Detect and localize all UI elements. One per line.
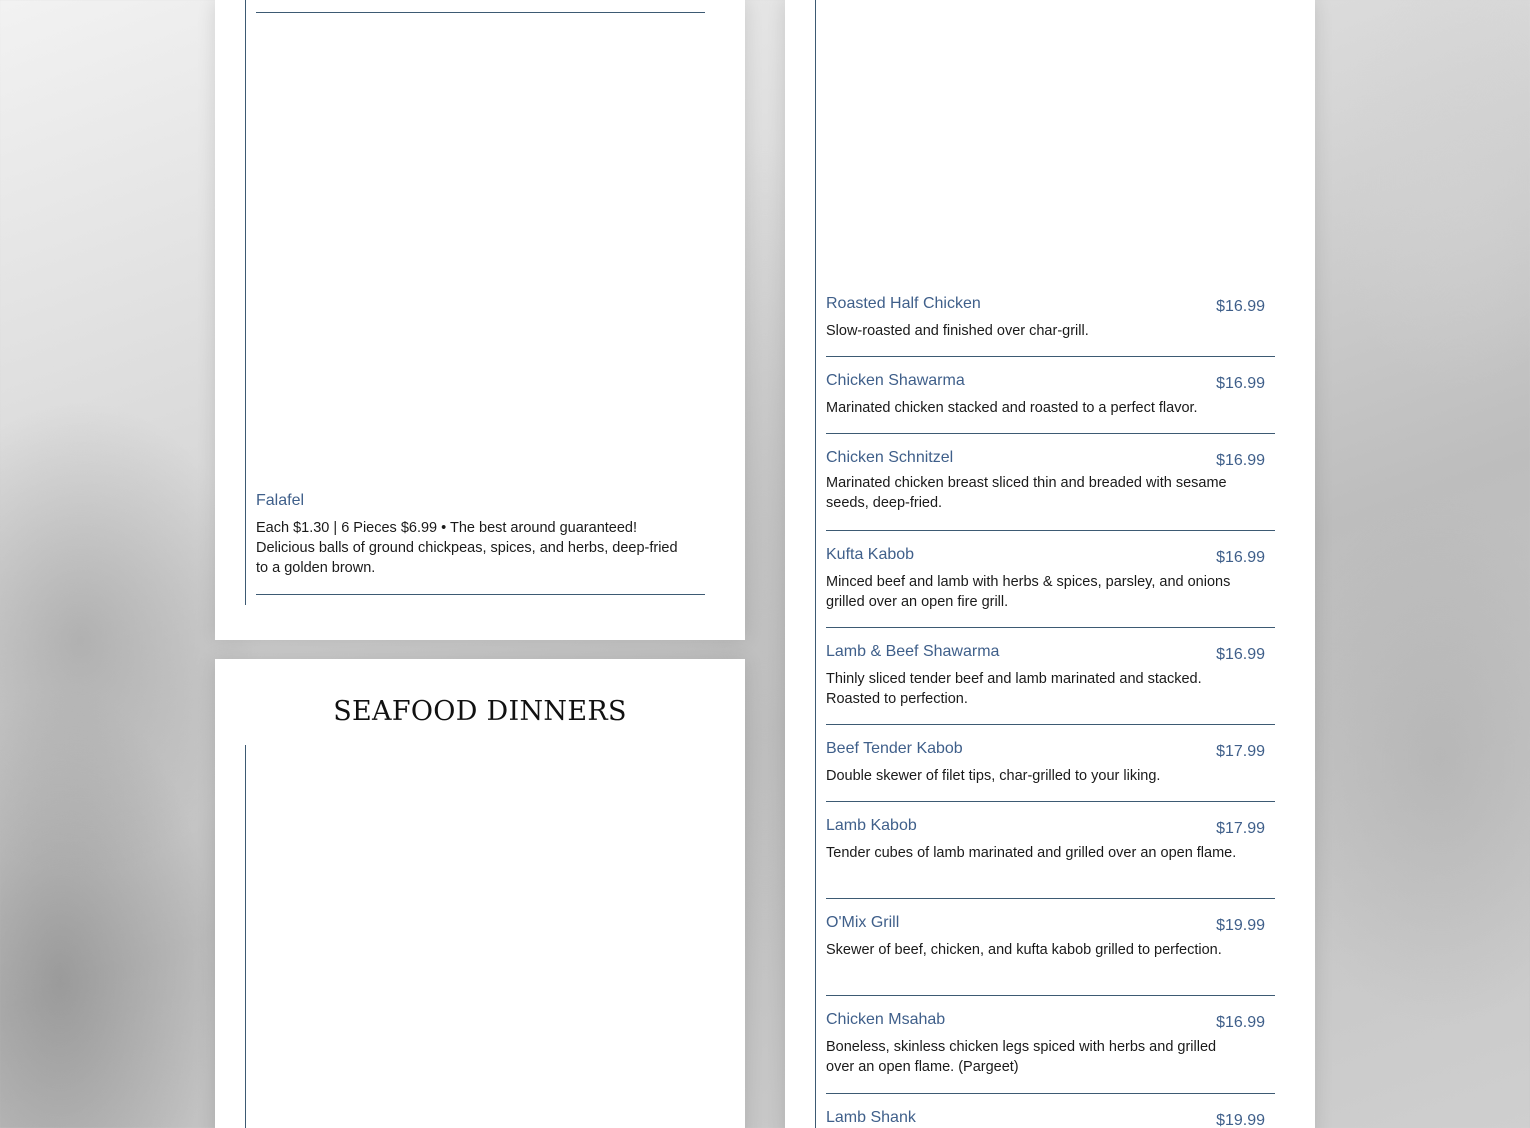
menu-item-lamb-shank[interactable] <box>826 1109 1275 1128</box>
menu-item-price: $16.99 <box>1216 298 1265 315</box>
menu-item-price: $19.99 <box>1216 1112 1265 1128</box>
menu-item-name: Lamb & Beef Shawarma <box>826 643 1000 660</box>
item-divider <box>826 433 1275 434</box>
menu-card-appetizers <box>215 0 745 640</box>
item-divider <box>826 356 1275 357</box>
menu-item-name: O'Mix Grill <box>826 914 900 931</box>
menu-item-chicken-schnitzel[interactable] <box>826 449 1275 531</box>
menu-item-name: Roasted Half Chicken <box>826 295 981 312</box>
menu-item-name: Falafel <box>256 492 305 509</box>
menu-item-description: Skewer of beef, chicken, and kufta kabob grilled to perfection. <box>826 942 1222 958</box>
menu-item-description: Each $1.30 | 6 Pieces $6.99 • The best around guaranteed! Delicious balls of ground chickpeas, spices, and herbs, deep-fried to a golden brown. <box>256 520 678 576</box>
menu-item-chicken-shawarma[interactable] <box>826 372 1275 434</box>
menu-item-name: Lamb Kabob <box>826 817 917 834</box>
menu-item-price: $17.99 <box>1216 743 1265 760</box>
item-divider <box>826 995 1275 996</box>
menu-item-name: Beef Tender Kabob <box>826 740 963 757</box>
section-title: SEAFOOD DINNERS <box>333 696 627 727</box>
menu-item-description: Marinated chicken breast sliced thin and breaded with sesame seeds, deep-fried. <box>826 475 1227 511</box>
menu-item-price: $16.99 <box>1216 549 1265 566</box>
menu-item-name: Chicken Schnitzel <box>826 449 954 466</box>
item-divider <box>826 724 1275 725</box>
menu-item-description: Double skewer of filet tips, char-grilled to your liking. <box>826 768 1161 784</box>
menu-item-description: Boneless, skinless chicken legs spiced with herbs and grilled over an open flame. (Pargeet) <box>826 1039 1217 1075</box>
menu-card-seafood <box>215 659 745 1128</box>
menu-item-omix-grill[interactable] <box>826 914 1275 996</box>
card-accent-line <box>245 745 246 1128</box>
menu-item-name: Chicken Msahab <box>826 1011 946 1028</box>
item-divider <box>256 12 705 13</box>
card-accent-line <box>815 0 816 1128</box>
menu-item-description: Marinated chicken stacked and roasted to a perfect flavor. <box>826 400 1198 416</box>
menu-item-price: $16.99 <box>1216 1014 1265 1031</box>
menu-item-beef-tender-kabob[interactable] <box>826 740 1275 802</box>
menu-item-name: Chicken Shawarma <box>826 372 965 389</box>
menu-item-price: $16.99 <box>1216 452 1265 469</box>
menu-item-roasted-half-chicken[interactable] <box>826 295 1275 357</box>
item-divider <box>826 801 1275 802</box>
card-accent-line <box>245 0 246 605</box>
menu-item-description: Minced beef and lamb with herbs & spices, parsley, and onions grilled over an open fire grill. <box>826 574 1231 610</box>
item-divider <box>256 594 705 595</box>
menu-card-dinners <box>785 0 1315 1128</box>
menu-item-description: Slow-roasted and finished over char-grill. <box>826 323 1089 339</box>
menu-item-falafel[interactable] <box>256 492 705 602</box>
item-divider <box>826 1093 1275 1094</box>
menu-item-chicken-msahab[interactable] <box>826 1011 1275 1094</box>
menu-item-description: Thinly sliced tender beef and lamb marinated and stacked. Roasted to perfection. <box>826 671 1202 707</box>
item-divider <box>826 898 1275 899</box>
menu-item-lamb-kabob[interactable] <box>826 817 1275 899</box>
menu-item-price: $16.99 <box>1216 646 1265 663</box>
menu-item-name: Kufta Kabob <box>826 546 915 563</box>
menu-item-price: $16.99 <box>1216 375 1265 392</box>
menu-item-kufta-kabob[interactable] <box>826 546 1275 628</box>
item-divider <box>826 627 1275 628</box>
item-divider <box>826 530 1275 531</box>
menu-item-price: $17.99 <box>1216 820 1265 837</box>
menu-item-name: Lamb Shank <box>826 1109 916 1126</box>
menu-item-description: Tender cubes of lamb marinated and grilled over an open flame. <box>826 845 1237 861</box>
menu-item-lamb-beef-shawarma[interactable] <box>826 643 1275 725</box>
menu-item-price: $19.99 <box>1216 917 1265 934</box>
